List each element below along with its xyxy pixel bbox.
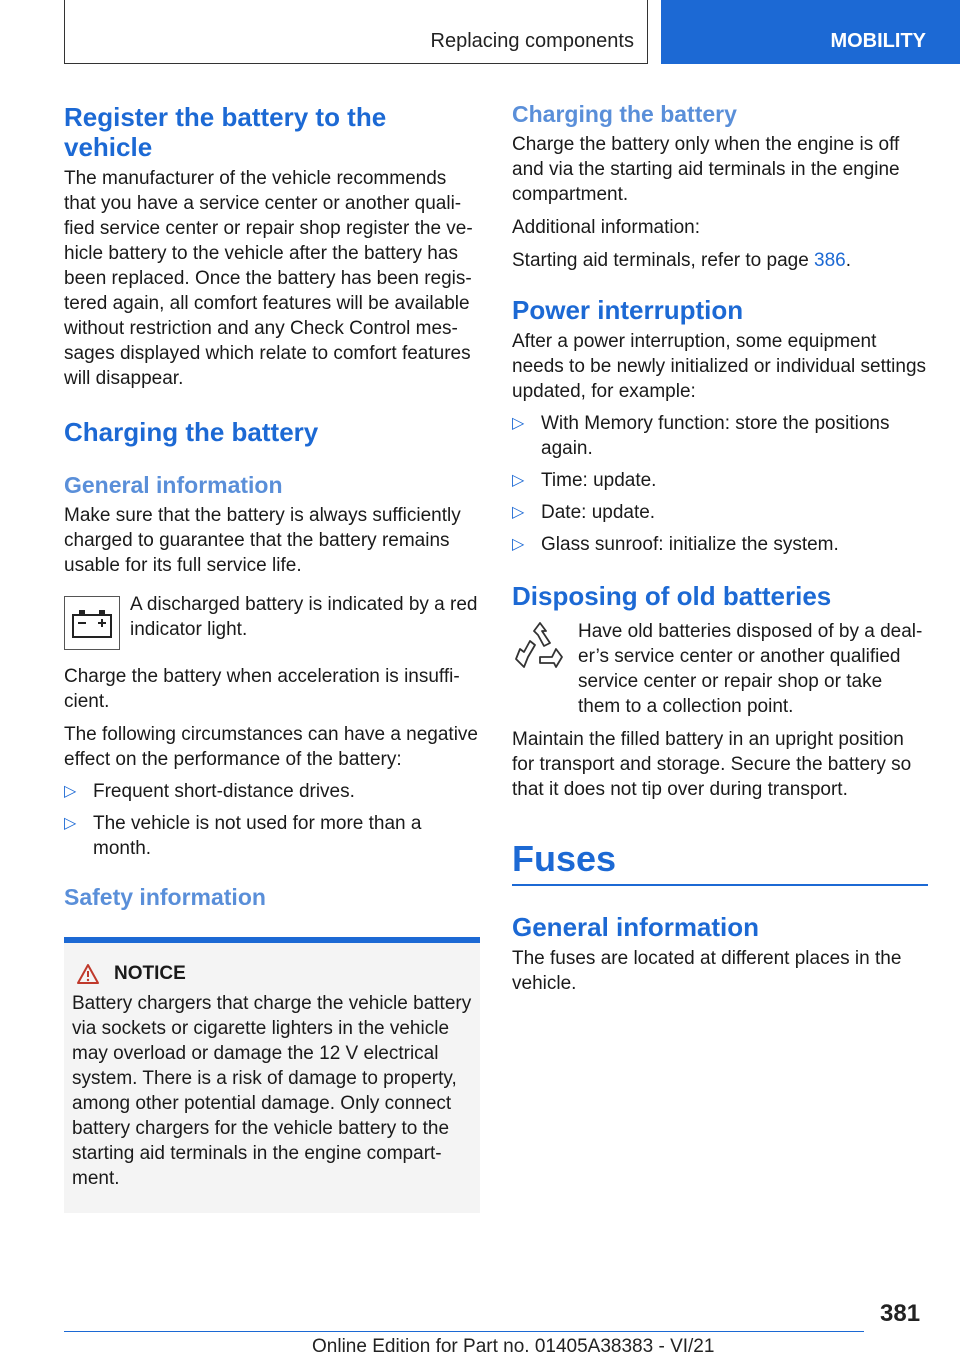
list-item: ▷ Time: update. — [512, 470, 657, 491]
list-item: ▷ Date: update. — [512, 502, 656, 523]
power-interruption-text: After a power interruption, some equipment needs to be newly initialized or individual settings updated, for example: — [512, 331, 927, 402]
notice-header — [72, 963, 472, 985]
power-list — [512, 411, 928, 557]
circumstances-text: The following circumstances can have a negative effect on the performance of the battery: — [64, 724, 479, 770]
starting-aid-ref: Starting aid terminals, refer to page 386. — [512, 250, 852, 271]
maintain-text: Maintain the filled battery in an upright position for transport and storage. Secure the battery so that it does not tip over during transport. — [512, 729, 912, 800]
battery-icon — [64, 596, 120, 650]
list-item: ▷ Glass sunroof: initialize the system. — [512, 534, 839, 555]
right-charging-title: Charging the battery — [512, 101, 737, 127]
disposing-title: Disposing of old batteries — [512, 581, 832, 611]
right-column — [512, 100, 928, 996]
power-interruption-title: Power interruption — [512, 295, 744, 325]
disposing-row — [512, 619, 928, 719]
register-text: The manufacturer of the vehicle recommends that you have a service center or another quali-fied service center or repair shop register the ve-hicle battery to the vehicle after the battery has been replaced. Once the battery has been regis-tered again, all comfort features will be available without restriction and any Check Control mes-sages displayed which relate to comfort features will disappear. — [64, 168, 473, 389]
triangle-bullet-icon: ▷ — [512, 504, 525, 521]
list-item: ▷ With Memory function: store the positions again. — [512, 413, 890, 459]
warning-icon — [76, 963, 100, 985]
page-number: 381 — [880, 1300, 921, 1327]
header-tab-mobility[interactable]: MOBILITY — [661, 0, 960, 64]
general-info-title: General information — [64, 472, 283, 498]
disposing-text: Have old batteries disposed of by a deal-er’s service center or another qualified service center or repair shop or take them to a collection point. — [578, 621, 923, 717]
triangle-bullet-icon: ▷ — [512, 472, 525, 489]
header-section-title: Replacing components — [430, 30, 634, 52]
fuses-heading — [512, 838, 928, 886]
triangle-bullet-icon: ▷ — [64, 815, 77, 832]
notice-text: Battery chargers that charge the vehicle battery via sockets or cigarette lighters in the vehicle may overload or damage the 12 V electrical system. There is a risk of damage to property, among other potential damage. Only connect battery chargers for the vehicle battery to the starting aid terminals in the engine compart-ment. — [72, 993, 472, 1189]
list-item: ▷ The vehicle is not used for more than a month. — [64, 813, 422, 859]
recycle-icon — [512, 619, 568, 675]
battery-indicator-row — [64, 592, 480, 650]
triangle-bullet-icon: ▷ — [512, 536, 525, 553]
notice-box — [64, 937, 480, 1213]
charge-when-text: Charge the battery when acceleration is insuffi-cient. — [64, 666, 460, 712]
notice-label: NOTICE — [114, 963, 186, 984]
fuses-text: The fuses are located at different places in the vehicle. — [512, 948, 902, 994]
additional-info-label: Additional information: — [512, 217, 700, 238]
charging-title: Charging the battery — [64, 417, 319, 447]
footer-edition: Online Edition for Part no. 01405A38383 - VI/21 — [312, 1336, 715, 1357]
register-title: Register the battery to the vehicle — [64, 102, 387, 162]
general-info-text: Make sure that the battery is always sufficiently charged to guarantee that the battery remains usable for its full service life. — [64, 505, 461, 576]
fuses-general-title: General information — [512, 912, 760, 942]
circumstances-list — [64, 779, 480, 861]
footer-divider — [64, 1331, 864, 1332]
left-column — [64, 100, 480, 1213]
safety-info-title: Safety information — [64, 884, 266, 910]
triangle-bullet-icon: ▷ — [512, 415, 525, 432]
battery-indicator-text: A discharged battery is indicated by a red indicator light. — [130, 594, 478, 640]
list-item: ▷ Frequent short-distance drives. — [64, 781, 355, 802]
page-link[interactable]: 386 — [814, 250, 846, 271]
fuses-title: Fuses — [512, 838, 617, 879]
triangle-bullet-icon: ▷ — [64, 783, 77, 800]
right-charging-text: Charge the battery only when the engine is off and via the starting aid terminals in the engine compartment. — [512, 134, 900, 205]
